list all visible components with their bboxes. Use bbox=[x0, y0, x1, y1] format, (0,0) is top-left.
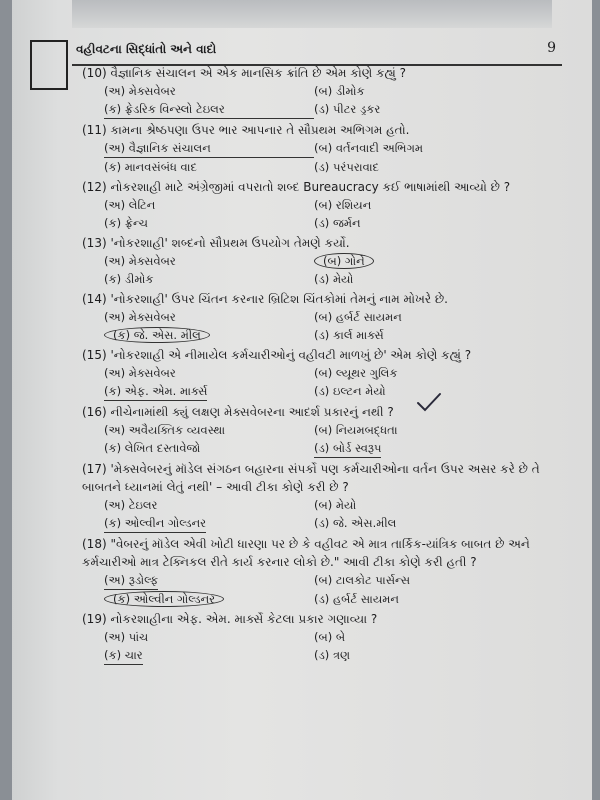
option-d: (ડ) ઇલ્ટન મેયો bbox=[314, 384, 386, 398]
option-c: (ક) ઓલ્વીન ગોલ્ડનર bbox=[104, 514, 206, 533]
option-c: (ક) ફ્રેડરિક વિન્સ્લો ટેઇલર bbox=[104, 100, 314, 119]
options bbox=[78, 364, 578, 401]
question-12 bbox=[78, 178, 578, 232]
question-text: (13) 'નોકરશાહી' શબ્દનો સૌપ્રથમ ઉપયોગ તેમણે કર્યો. bbox=[82, 236, 350, 250]
option-a: (અ) મેક્સવેબર bbox=[104, 254, 176, 268]
option-b: (બ) રશિયન bbox=[314, 198, 372, 212]
options bbox=[78, 421, 578, 458]
margin-box bbox=[30, 40, 68, 90]
option-c: (ક) લેખિત દસ્તાવેજો bbox=[104, 441, 201, 455]
option-b: (બ) ડીમોક bbox=[314, 84, 365, 98]
question-13 bbox=[78, 234, 578, 288]
page-title: વહીવટના સિદ્ધાંતો અને વાદો bbox=[76, 42, 217, 56]
option-d: (ડ) જે. એસ.મીલ bbox=[314, 516, 397, 530]
option-b: (બ) ટાલકોટ પાર્સન્સ bbox=[314, 573, 411, 587]
options bbox=[78, 196, 578, 232]
question-text: (15) 'નોકરશાહી એ નીમાયેલ કર્મચારીઓનું વહીવટી માળખું છે' એમ કોણે કહ્યું ? bbox=[82, 348, 472, 362]
option-d: (ડ) ત્રણ bbox=[314, 648, 351, 662]
option-a: (અ) અવૈયક્તિક વ્યવસ્થા bbox=[104, 423, 226, 437]
options bbox=[78, 82, 578, 119]
question-17 bbox=[78, 460, 578, 533]
option-d: (ડ) પીટર ડ્રકર bbox=[314, 102, 381, 116]
option-b: (બ) હર્બર્ટ સાયમન bbox=[314, 310, 402, 324]
option-a: (અ) રૂડોલ્ફ bbox=[104, 571, 158, 590]
option-b: (બ) વર્તનવાદી અભિગમ bbox=[314, 141, 424, 155]
option-d: (ડ) મેયો bbox=[314, 272, 354, 286]
option-d: (ડ) જર્મન bbox=[314, 216, 361, 230]
option-c: (ક) ઓલ્વીન ગોલ્ડનર bbox=[104, 591, 224, 607]
option-a: (અ) મેક્સવેબર bbox=[104, 310, 176, 324]
option-b: (બ) બે bbox=[314, 630, 346, 644]
question-list bbox=[78, 64, 578, 665]
options bbox=[78, 252, 578, 288]
options bbox=[78, 571, 578, 608]
question-text: (12) નોકરશાહી માટે અંગ્રેજીમાં વપરાતો શબ્દ Bureaucracy કઈ ભાષામાંથી આવ્યો છે ? bbox=[82, 180, 511, 194]
question-text: (17) 'મેક્સવેબરનું મૉડેલ સંગઠન બહારના સંપર્કો પણ કર્મચારીઓના વર્તન ઉપર અસર કરે છે તે બાબતને ધ્યાનમાં લેતું નથી' – આવી ટીકા કોણે કરી છે ? bbox=[82, 462, 540, 494]
option-c: (ક) ડીમોક bbox=[104, 272, 154, 286]
page-sheet bbox=[12, 0, 592, 800]
option-b: (બ) મેયો bbox=[314, 498, 357, 512]
option-a: (અ) મેક્સવેબર bbox=[104, 366, 176, 380]
page-header bbox=[72, 38, 562, 66]
option-a: (અ) વૈજ્ઞાનિક સંચાલન bbox=[104, 139, 314, 158]
question-11 bbox=[78, 121, 578, 176]
option-c: (ક) એફ. એમ. માર્ક્સ bbox=[104, 382, 207, 401]
options bbox=[78, 628, 578, 665]
shadow-stripe bbox=[72, 0, 552, 28]
question-text: (10) વૈજ્ઞાનિક સંચાલન એ એક માનસિક ક્રાંતિ છે એમ કોણે કહ્યું ? bbox=[82, 66, 406, 80]
options bbox=[78, 139, 578, 176]
question-14 bbox=[78, 290, 578, 344]
option-d: (ડ) કાર્લ માર્ક્સ bbox=[314, 328, 384, 342]
option-d: (ડ) હર્બર્ટ સાયમન bbox=[314, 592, 399, 606]
option-b bbox=[314, 252, 374, 270]
options bbox=[78, 496, 578, 533]
question-text: (11) કામના શ્રેષ્ઠપણા ઉપર ભાર આપનાર તે સૌપ્રથમ અભિગમ હતો. bbox=[82, 123, 410, 137]
option-c: (ક) માનવસંબંધ વાદ bbox=[104, 160, 197, 174]
option-a: (અ) પાંચ bbox=[104, 630, 149, 644]
question-10 bbox=[78, 64, 578, 119]
option-d: (ડ) પરંપરાવાદ bbox=[314, 160, 379, 174]
page-number: 9 bbox=[547, 40, 556, 56]
options bbox=[78, 308, 578, 344]
option-b: (બ) લ્યૂથર ગુલિક bbox=[314, 366, 398, 380]
option-d: (ડ) બોર્ડ સ્વરૂપ bbox=[314, 439, 381, 458]
option-a: (અ) મેક્સવેબર bbox=[104, 84, 176, 98]
question-16 bbox=[78, 403, 578, 458]
question-15 bbox=[78, 346, 578, 401]
question-text: (18) "વેબરનું મૉડેલ એવી ખોટી ધારણા પર છે કે વહીવટ એ માત્ર તાર્કિક-યાંત્રિક બાબત છે અને કર્મચારીઓ માત્ર ટેક્નિકલ રીતે કાર્ય કરનાર લોકો છે." આવી ટીકા કોણે કરી હતી ? bbox=[82, 537, 530, 569]
question-19 bbox=[78, 610, 578, 665]
option-c: (ક) ચાર bbox=[104, 646, 143, 665]
question-text: (16) નીચેનામાંથી ક્યું લક્ષણ મેક્સવેબરના આદર્શ પ્રકારનું નથી ? bbox=[82, 405, 394, 419]
option-c: (ક) જે. એસ. મીલ bbox=[104, 327, 210, 343]
option-a: (અ) ટેઇલર bbox=[104, 498, 158, 512]
pen-tick-mark bbox=[416, 392, 442, 412]
question-text: (14) 'નોકરશાહી' ઉપર ચિંતન કરનાર બ્રિટિશ ચિંતકોમાં તેમનું નામ મોખરે છે. bbox=[82, 292, 448, 306]
question-18 bbox=[78, 535, 578, 608]
answer-circle: (બ) ગોર્ને bbox=[314, 253, 374, 269]
option-c: (ક) ફ્રેન્ચ bbox=[104, 216, 148, 230]
option-b: (બ) નિયમબદ્ધતા bbox=[314, 423, 398, 437]
option-a: (અ) લેટિન bbox=[104, 198, 156, 212]
question-text: (19) નોકરશાહીના એફ. એમ. માર્ક્સે કેટલા પ્રકાર ગણાવ્યા ? bbox=[82, 612, 378, 626]
